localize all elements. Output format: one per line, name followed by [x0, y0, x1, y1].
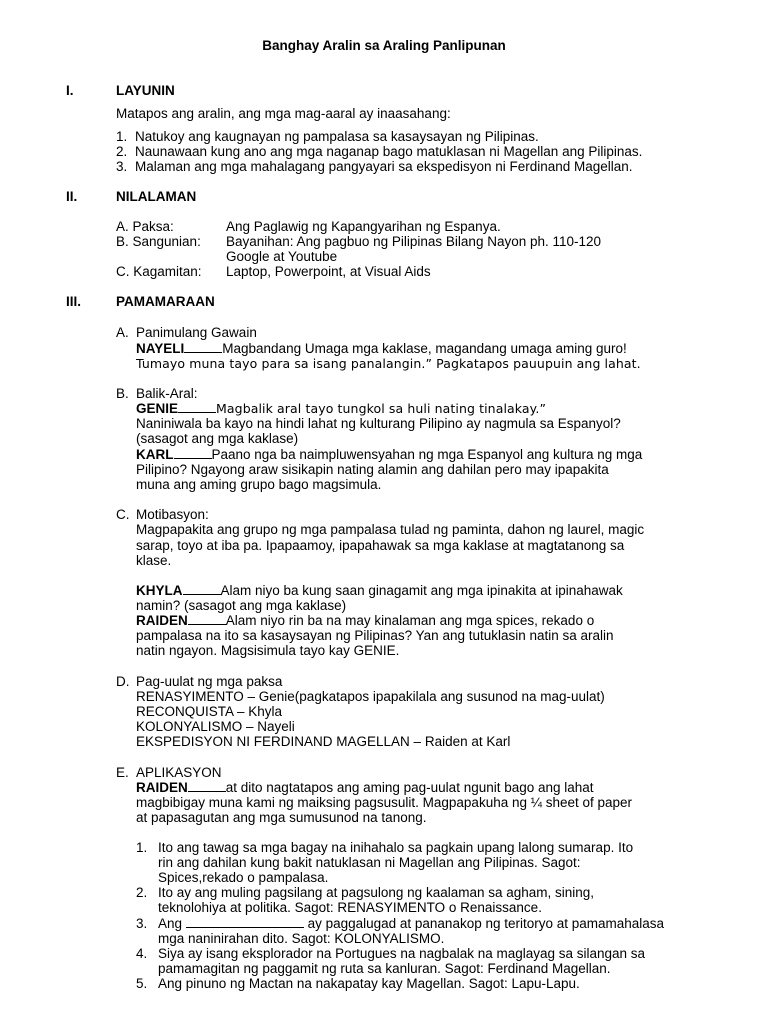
paksa-label: A. Paksa: [116, 219, 174, 234]
objective-number: 2. [116, 144, 128, 159]
speaker-blank [188, 613, 226, 625]
sangunian-value-2: Google at Youtube [226, 249, 338, 264]
speaker-text: Paano nga ba naimpluwensyahan ng mga Espanyol ang kultura ng mga [211, 447, 643, 462]
dialogue-continuation: natin ngayon. Magsisimula tayo kay GENIE. [136, 643, 400, 658]
dialogue-line [136, 583, 623, 598]
paragraph-line: Magpapakita ang grupo ng mga pampalasa tulad ng paminta, dahon ng laurel, magic [136, 522, 645, 537]
subsection-b-title: Balik-Aral: [136, 386, 198, 401]
speaker-blank [184, 341, 222, 353]
question-number: 4. [136, 946, 148, 961]
question-number: 3. [136, 916, 148, 931]
speaker-blank [174, 447, 212, 459]
speaker-blank [188, 780, 226, 792]
subsection-a-letter: A. [116, 325, 129, 340]
kagamitan-label: C. Kagamitan: [116, 264, 202, 279]
dialogue-line [136, 613, 594, 628]
dialogue-continuation: muna ang aming grupo bago magsimula. [136, 477, 382, 492]
question-text [158, 916, 664, 931]
objective-text: Naunawaan kung ano ang mga naganap bago matuklasan ni Magellan ang Pilipinas. [135, 144, 643, 159]
objective-text: Malaman ang mga mahalagang pangyayari sa ekspedisyon ni Ferdinand Magellan. [135, 159, 633, 174]
subsection-c-letter: C. [116, 507, 130, 522]
kagamitan-value: Laptop, Powerpoint, at Visual Aids [226, 264, 431, 279]
question-number: 2. [136, 885, 148, 900]
dialogue-continuation: (sasagot ang mga kaklase) [136, 431, 299, 446]
paragraph-line: sarap, toyo at iba pa. Ipapaamoy, ipapahawak sa mga kaklase at magtatanong sa [136, 538, 625, 553]
dialogue-continuation: namin? (sasagot ang mga kaklase) [136, 598, 347, 613]
question-number: 1. [136, 840, 148, 855]
objective-number: 1. [116, 129, 128, 144]
section-1-numeral: I. [66, 83, 74, 98]
objective-text: Natukoy ang kaugnayan ng pampalasa sa kasaysayan ng Pilipinas. [135, 129, 539, 144]
sangunian-label: B. Sangunian: [116, 234, 201, 249]
answer-blank [186, 916, 304, 928]
report-item: EKSPEDISYON NI FERDINAND MAGELLAN – Raiden at Karl [136, 734, 511, 749]
subsection-a-title: Panimulang Gawain [136, 325, 257, 340]
section-3-numeral: III. [66, 294, 82, 309]
speaker-text: Magbalik aral tayo tungkol sa huli nating tinalakay.” [216, 401, 547, 416]
dialogue-continuation: at papasagutan ang mga sumusunod na tanong. [136, 810, 427, 825]
question-post: ay paggalugad at pananakop ng teritoryo at pamamahalasa [307, 916, 665, 931]
speaker-name: NAYELI [136, 341, 185, 356]
dialogue-line [136, 780, 594, 795]
speaker-name: RAIDEN [136, 780, 188, 795]
report-item: RENASYIMENTO – Genie(pagkatapos ipapakilala ang susunod na mag-uulat) [136, 689, 605, 704]
dialogue-line [136, 401, 546, 416]
paksa-value: Ang Paglawig ng Kapangyarihan ng Espanya. [226, 219, 501, 234]
objective-number: 3. [116, 159, 128, 174]
sangunian-value: Bayanihan: Ang pagbuo ng Pilipinas Bilang Nayon ph. 110-120 [226, 234, 602, 249]
dialogue-continuation: magbibigay muna kami ng maiksing pagsusulit. Magpapakuha ng ¼ sheet of paper [136, 795, 633, 810]
speaker-name: KARL [136, 447, 174, 462]
question-text: Spices,rekado o pampalasa. [158, 870, 329, 885]
subsection-d-title: Pag-uulat ng mga paksa [136, 674, 283, 689]
speaker-text: Magbandang Umaga mga kaklase, magandang umaga aming guro! [222, 341, 627, 356]
question-text: teknolohiya at politika. Sagot: RENASYIMENTO o Renaissance. [158, 900, 542, 915]
dialogue-line [136, 447, 642, 462]
speaker-text: Alam niyo ba kung saan ginagamit ang mga ipinakita at ipinahawak [220, 583, 623, 598]
question-number: 5. [136, 976, 148, 991]
section-3-heading: PAMAMARAAN [116, 294, 215, 309]
dialogue-continuation: Naniniwala ba kayo na hindi lahat ng kulturang Pilipino ay nagmula sa Espanyol? [136, 416, 621, 431]
question-text: mga naninirahan dito. Sagot: KOLONYALISMO. [158, 931, 445, 946]
speaker-name: RAIDEN [136, 613, 188, 628]
document-title: Banghay Aralin sa Araling Panlipunan [262, 38, 506, 53]
dialogue-continuation: Pilipino? Ngayong araw sisikapin nating alamin ang dahilan pero may ipapakita [136, 462, 609, 477]
dialogue-continuation: pampalasa na ito sa kasaysayan ng Pilipinas? Yan ang tutuklasin natin sa aralin [136, 628, 614, 643]
section-2-heading: NILALAMAN [116, 189, 197, 204]
subsection-d-letter: D. [116, 674, 130, 689]
paragraph-line: klase. [136, 553, 172, 568]
question-text: Siya ay isang eksplorador na Portugues na nagbalak na maglayag sa silangan sa [158, 946, 646, 961]
subsection-e-title: APLIKASYON [136, 765, 222, 780]
subsection-c-title: Motibasyon: [136, 507, 209, 522]
question-text: pamamagitan ng paggamit ng ruta sa kanluran. Sagot: Ferdinand Magellan. [158, 961, 611, 976]
speaker-blank [183, 583, 221, 595]
section-1-heading: LAYUNIN [116, 83, 175, 98]
speaker-blank [178, 401, 216, 413]
dialogue-continuation: Tumayo muna tayo para sa isang panalangin.” Pagkatapos pauupuin ang lahat. [136, 356, 641, 371]
question-pre: Ang [158, 916, 183, 931]
dialogue-line [136, 341, 627, 356]
section-1-intro: Matapos ang aralin, ang mga mag-aaral ay inaasahang: [116, 106, 451, 121]
subsection-e-letter: E. [116, 765, 129, 780]
speaker-name: GENIE [136, 401, 179, 416]
report-item: KOLONYALISMO – Nayeli [136, 719, 295, 734]
question-text: Ito ang tawag sa mga bagay na inihahalo sa pagkain upang lalong sumarap. Ito [158, 840, 634, 855]
subsection-b-letter: B. [116, 386, 129, 401]
speaker-text: at dito nagtatapos ang aming pag-uulat ngunit bago ang lahat [225, 780, 594, 795]
section-2-numeral: II. [66, 189, 78, 204]
question-text: rin ang dahilan kung bakit natuklasan ni Magellan ang Pilipinas. Sagot: [158, 855, 581, 870]
question-text: Ang pinuno ng Mactan na nakapatay kay Magellan. Sagot: Lapu-Lapu. [158, 976, 580, 991]
question-text: Ito ay ang muling pagsilang at pagsulong ng kaalaman sa agham, sining, [158, 885, 595, 900]
report-item: RECONQUISTA – Khyla [136, 704, 283, 719]
speaker-text: Alam niyo rin ba na may kinalaman ang mga spices, rekado o [225, 613, 595, 628]
speaker-name: KHYLA [136, 583, 183, 598]
